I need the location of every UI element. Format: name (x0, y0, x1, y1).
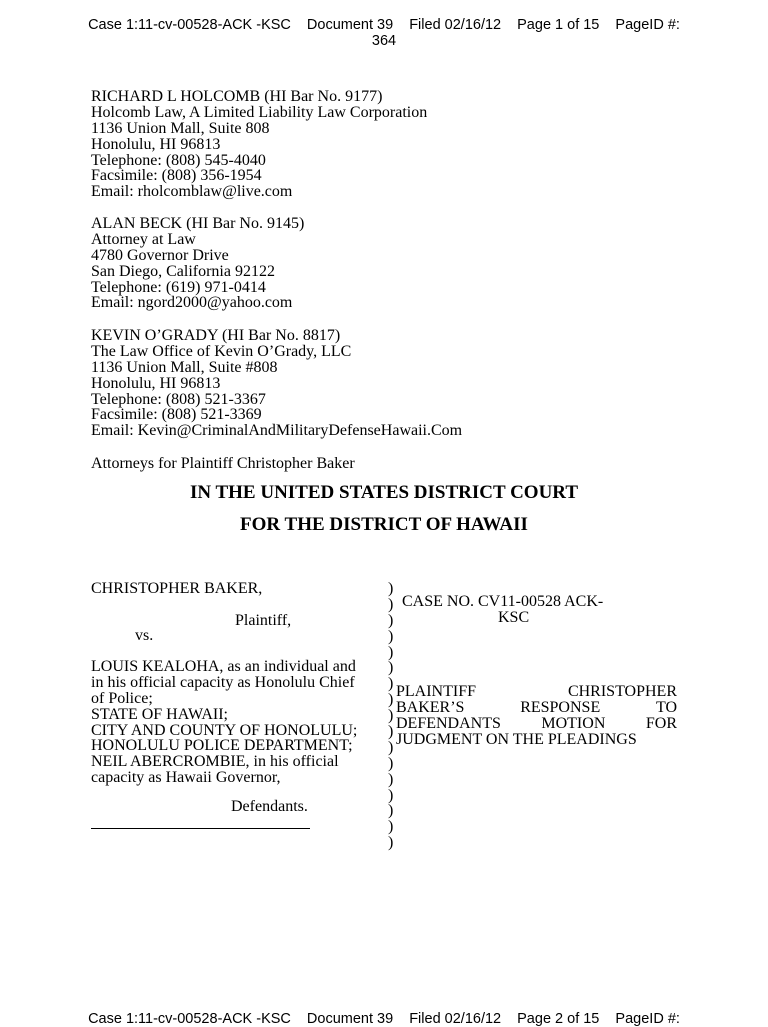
attorney-address: 1136 Union Mall, Suite 808 (91, 119, 270, 137)
paren: ) (388, 691, 394, 709)
header-page: Page 2 of 15 (517, 1011, 600, 1027)
defendant-line: NEIL ABERCROMBIE, in his official (91, 753, 339, 771)
title-word: BAKER’S (396, 698, 465, 716)
paren: ) (388, 834, 394, 852)
title-word: RESPONSE (520, 698, 601, 716)
page-header (0, 17, 768, 49)
title-word: JUDGMENT ON THE PLEADINGS (396, 730, 637, 748)
header-page: Page 1 of 15 (517, 17, 600, 33)
attorney-firm: The Law Office of Kevin O’Grady, LLC (91, 342, 352, 360)
attorney-telephone: Telephone: (808) 521-3367 (91, 390, 266, 408)
attorney-city: San Diego, California 92122 (91, 262, 275, 280)
paren: ) (388, 723, 394, 741)
attorney-city: Honolulu, HI 96813 (91, 374, 221, 392)
attorney-city: Honolulu, HI 96813 (91, 135, 221, 153)
paren: ) (388, 675, 394, 693)
title-word: PLAINTIFF (396, 683, 477, 700)
document-title (396, 684, 677, 748)
attorney-name: ALAN BECK (HI Bar No. 9145) (91, 215, 305, 232)
attorney-email: Email: rholcomblaw@live.com (91, 183, 293, 201)
header-document: Document 39 (306, 1011, 394, 1027)
court-name-line2: FOR THE DISTRICT OF HAWAII (240, 514, 528, 535)
attorney-telephone: Telephone: (808) 545-4040 (91, 151, 266, 169)
caption-paren-column (388, 581, 393, 851)
attorney-name: KEVIN O’GRADY (HI Bar No. 8817) (91, 327, 341, 344)
case-number (402, 594, 603, 626)
attorney-name: RICHARD L HOLCOMB (HI Bar No. 9177) (91, 88, 383, 105)
attorney-block-ogrady (91, 328, 462, 439)
header-document: Document 39 (306, 17, 394, 33)
title-line-3 (396, 716, 677, 732)
header-case-number: Case 1:11-cv-00528-ACK -KSC (88, 17, 291, 33)
paren: ) (388, 595, 394, 613)
paren: ) (388, 580, 394, 597)
attorney-email: Email: Kevin@CriminalAndMilitaryDefenseHawaii.Com (91, 422, 463, 440)
attorney-firm: Holcomb Law, A Limited Liability Law Corporation (91, 103, 428, 121)
plaintiff-role: Plaintiff, (235, 612, 292, 629)
attorney-facsimile: Facsimile: (808) 356-1954 (91, 167, 262, 185)
header-filed-date: Filed 02/16/12 (409, 1011, 502, 1027)
case-number-line2: KSC (498, 608, 530, 626)
title-word: FOR (645, 714, 677, 732)
defendants-role: Defendants. (231, 798, 308, 815)
title-word: CHRISTOPHER (567, 683, 677, 700)
paren: ) (388, 707, 394, 725)
paren: ) (388, 611, 394, 629)
counsel-for-line: Attorneys for Plaintiff Christopher Baker (91, 455, 355, 472)
header-pageid-label: PageID #: (615, 17, 680, 33)
plaintiff-name: CHRISTOPHER BAKER, (91, 580, 263, 597)
attorney-block-beck (91, 216, 304, 311)
next-page-header (0, 1011, 768, 1027)
defendant-line: of Police; (91, 689, 153, 707)
title-line-2 (396, 700, 677, 716)
caption-underline (91, 828, 310, 829)
header-filed-date: Filed 02/16/12 (409, 17, 502, 33)
paren: ) (388, 770, 394, 788)
defendant-line: STATE OF HAWAII; (91, 705, 228, 723)
header-pageid-label: PageID #: (615, 1011, 680, 1027)
title-line-4 (396, 732, 677, 748)
title-word: TO (655, 698, 677, 716)
attorney-block-holcomb (91, 89, 427, 200)
paren: ) (388, 754, 394, 772)
defendant-line: CITY AND COUNTY OF HONOLULU; (91, 721, 358, 739)
versus: vs. (135, 627, 154, 644)
attorney-telephone: Telephone: (619) 971-0414 (91, 278, 266, 296)
defendants-list (91, 659, 383, 786)
attorney-address: 4780 Governor Drive (91, 246, 229, 264)
title-line-1 (396, 684, 677, 700)
defendant-line: HONOLULU POLICE DEPARTMENT; (91, 737, 353, 755)
paren: ) (388, 627, 394, 645)
defendant-line: in his official capacity as Honolulu Chief (91, 673, 355, 691)
paren: ) (388, 786, 394, 804)
title-word: MOTION (541, 714, 606, 732)
title-word: DEFENDANTS (396, 714, 501, 732)
header-case-number: Case 1:11-cv-00528-ACK -KSC (88, 1011, 291, 1027)
attorney-email: Email: ngord2000@yahoo.com (91, 294, 293, 312)
attorney-address: 1136 Union Mall, Suite #808 (91, 358, 278, 376)
court-name-line1: IN THE UNITED STATES DISTRICT COURT (189, 482, 579, 503)
attorney-facsimile: Facsimile: (808) 521-3369 (91, 406, 262, 424)
header-pageid-number: 364 (371, 33, 397, 49)
attorney-firm: Attorney at Law (91, 230, 196, 248)
paren: ) (388, 818, 394, 836)
paren: ) (388, 738, 394, 756)
paren: ) (388, 643, 394, 661)
case-number-line1: CASE NO. CV11-00528 ACK- (402, 593, 604, 610)
paren: ) (388, 802, 394, 820)
paren: ) (388, 659, 394, 677)
defendant-line: LOUIS KEALOHA, as an individual and (91, 658, 356, 675)
defendant-line: capacity as Hawaii Governor, (91, 769, 281, 787)
